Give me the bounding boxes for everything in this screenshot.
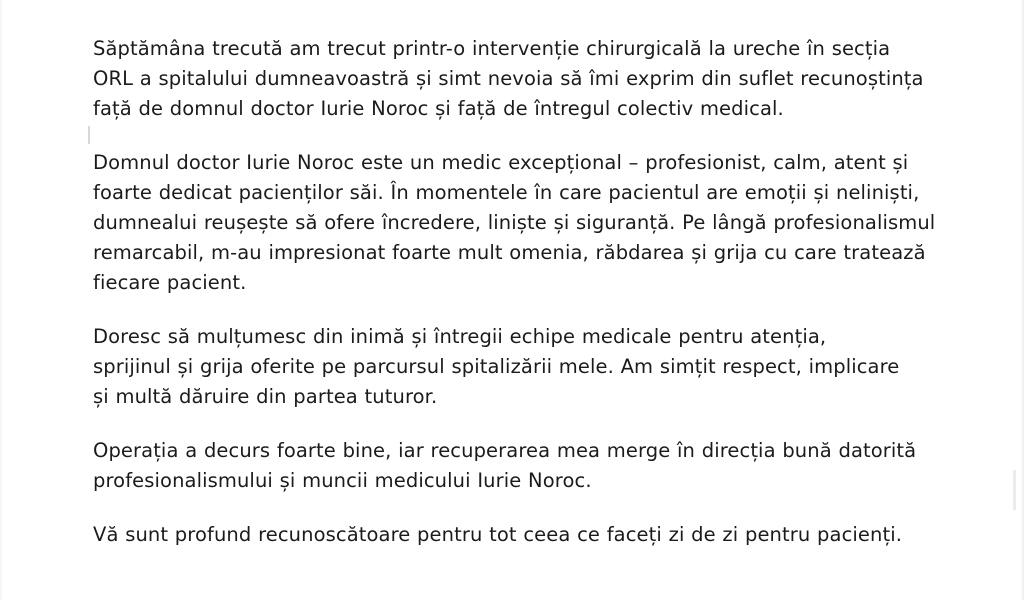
- paragraph: Operația a decurs foarte bine, iar recuperarea mea merge în direcția bună datorită profesionalismului și muncii medicului Iurie Noroc.: [93, 439, 917, 492]
- scan-edge-right-artifact: [1020, 0, 1024, 600]
- scan-speck-artifact: [1013, 470, 1016, 510]
- paragraph: Domnul doctor Iurie Noroc este un medic excepțional – profesionist, calm, atent și foarte dedicat pacienților săi. În momentele în care pacientul are emoții și neliniști, dumnealui reușește să ofere încredere, liniște și siguranță. Pe lângă profesionalismul remarcabil, m-au impresionat foarte mult omenia, răbdarea și grija cu care tratează fiecare pacient.: [93, 151, 936, 294]
- paragraph: Vă sunt profund recunoscătoare pentru tot ceea ce faceți zi de zi pentru pacienți.: [93, 523, 903, 546]
- scan-edge-left-artifact: [0, 0, 3, 600]
- paragraph: Doresc să mulțumesc din inimă și întregii echipe medicale pentru atenția, sprijinul și grija oferite pe parcursul spitalizării mele. Am simțit respect, implicare și multă dăruire din partea tuturor.: [93, 325, 900, 408]
- letter-body: [93, 34, 938, 550]
- paragraph: Săptămâna trecută am trecut printr-o intervenție chirurgicală la ureche în secția ORL a spitalului dumneavoastră și simt nevoia să îmi exprim din suflet recunoștința față de domnul doctor Iurie Noroc și față de întregul colectiv medical.: [93, 37, 924, 120]
- scan-speck-artifact: [88, 126, 90, 144]
